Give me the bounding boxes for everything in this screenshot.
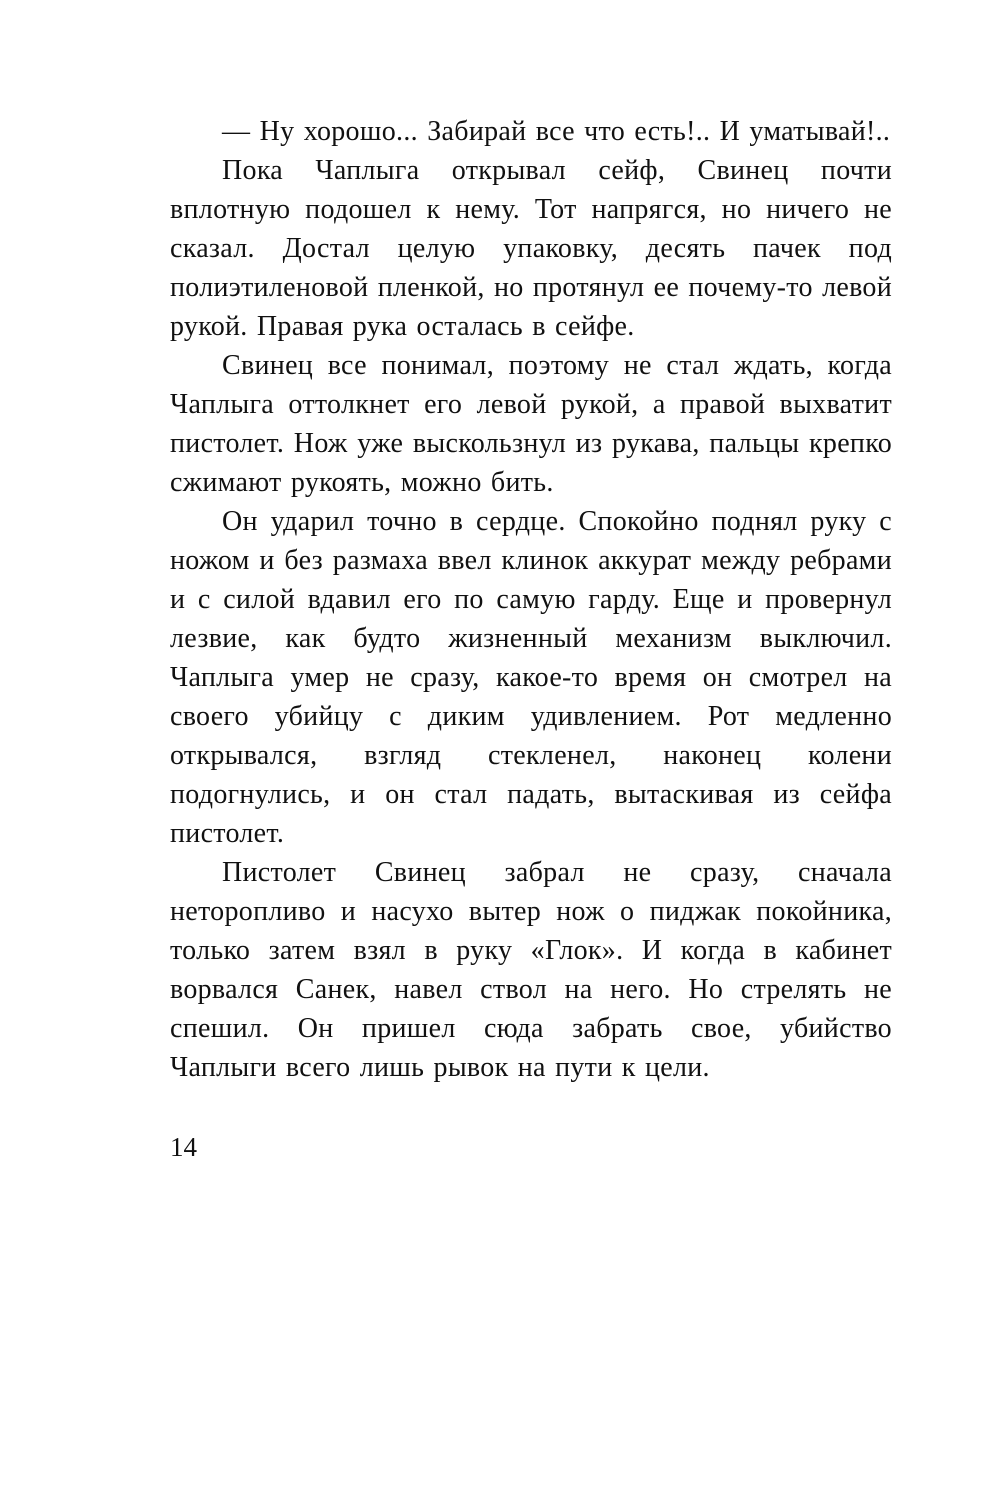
paragraph: Он ударил точно в сердце. Спокойно поднял руку с ножом и без размаха ввел клинок аккурат между ребрами и с силой вдавил его по самую гарду. Еще и провернул лезвие, как будто жизненный механизм выключил. Чаплыга умер не сразу, какое-то время он смотрел на своего убийцу с диким удивлением. Рот медленно открывался, взгляд стекленел, наконец колени подогнулись, и он стал падать, вытаскивая из сейфа пистолет. [170,506,892,849]
paragraph-dialogue: — Ну хорошо... Забирай все что есть!.. И уматывай!.. [222,116,891,147]
page-number: 14 [170,1132,197,1162]
paragraph: Пока Чаплыга открывал сейф, Свинец почти вплотную подошел к нему. Тот напрягся, но ничего не сказал. Достал целую упаковку, десять пачек под полиэтиленовой пленкой, но протянул ее почему-то левой рукой. Правая рука осталась в сейфе. [170,155,892,342]
paragraph: Свинец все понимал, поэтому не стал ждать, когда Чаплыга оттолкнет его левой рукой, а правой выхватит пистолет. Нож уже выскользнул из рукава, пальцы крепко сжимают рукоять, можно бить. [170,350,892,498]
book-page [170,112,892,1165]
paragraph: Пистолет Свинец забрал не сразу, сначала неторопливо и насухо вытер нож о пиджак покойника, только затем взял в руку «Глок». И когда в кабинет ворвался Санек, навел ствол на него. Но стрелять не спешил. Он пришел сюда забрать свое, убийство Чаплыги всего лишь рывок на пути к цели. [170,857,892,1083]
body-text [170,112,892,1087]
